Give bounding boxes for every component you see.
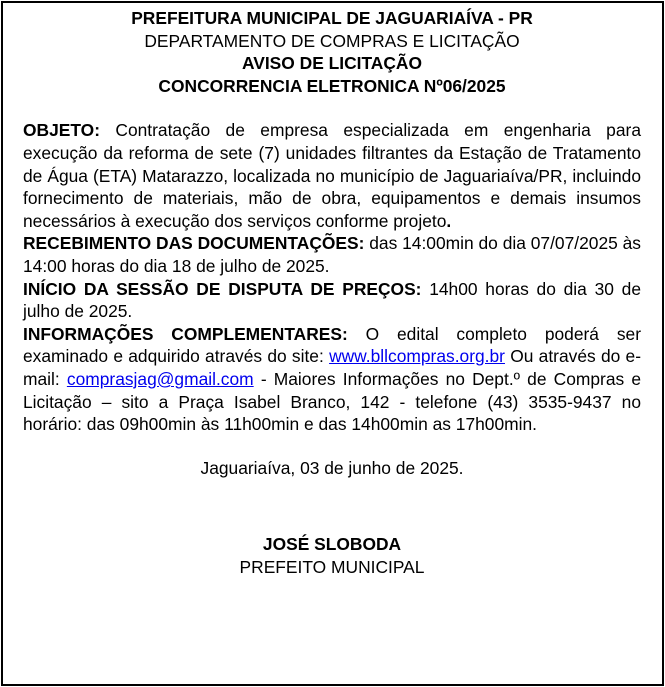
inicio-label: INÍCIO DA SESSÃO DE DISPUTA DE PREÇOS: [23,278,422,299]
objeto-label: OBJETO: [23,120,100,141]
objeto-end: . [446,210,452,231]
recebimento-text: das 14:00min do dia 07/07/2025 às 14:00 horas do dia 18 de julho de 2025. [23,233,641,276]
notice-document [23,7,641,578]
informacoes-paragraph [23,323,641,436]
date-line: Jaguariaíva, 03 de junho de 2025. [200,457,464,478]
inicio-paragraph [23,278,641,323]
recebimento-paragraph [23,232,641,277]
informacoes-text-3: - Maiores Informações no Dept.º de Compras e Licitação – sito a Praça Isabel Branco, 142 - telefone (43) 3535-9437 no horário: das 09h00min às 11h00min e das 14h00min as 17h00min. [23,368,641,435]
header-process-number: CONCORRENCIA ELETRONICA Nº06/2025 [158,75,506,96]
site-link[interactable]: www.bllcompras.org.br [329,346,505,367]
objeto-paragraph [23,119,641,232]
informacoes-text-1: O edital completo poderá ser examinado e adquirido através do site: [23,323,641,367]
objeto-text: Contratação de empresa especializada em engenharia para execução da reforma de sete (7) unidades filtrantes da Estação de Tratamento de Água (ETA) Matarazzo, localizada no município de Jaguariaíva/PR, incluindo fornecimento de materiais, mão de obra, equipamentos e demais insumos necessários à execução dos serviços conforme projeto [23,120,641,231]
header-municipality: PREFEITURA MUNICIPAL DE JAGUARIAÍVA - PR [131,8,533,28]
signature-name: JOSÉ SLOBODA [262,534,402,555]
signature-title: PREFEITO MUNICIPAL [239,556,425,577]
email-link[interactable]: comprasjag@gmail.com [66,368,254,389]
inicio-text: 14h00 horas do dia 30 de julho de 2025. [23,278,641,322]
recebimento-label: RECEBIMENTO DAS DOCUMENTAÇÕES: [23,233,365,254]
informacoes-label: INFORMAÇÕES COMPLEMENTARES: [23,323,348,344]
header-notice-type: AVISO DE LICITAÇÃO [241,53,423,74]
informacoes-text-2: Ou através do e-mail: [23,346,641,389]
header-department: DEPARTAMENTO DE COMPRAS E LICITAÇÃO [144,30,520,51]
